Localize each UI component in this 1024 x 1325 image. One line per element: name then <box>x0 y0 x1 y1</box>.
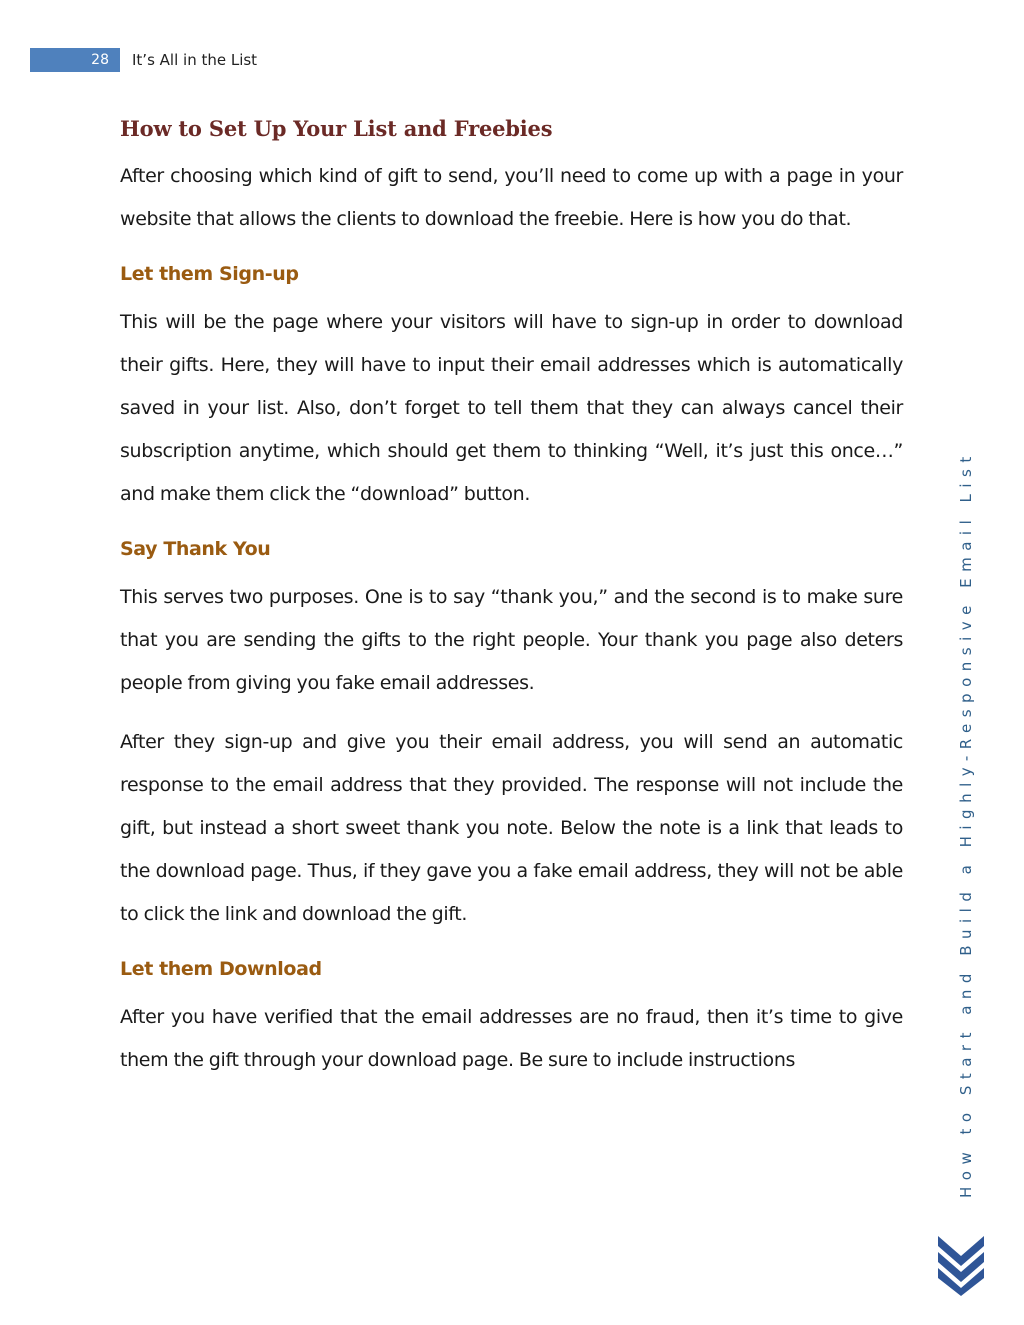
thank-you-paragraph-2: After they sign-up and give you their email address, you will send an automatic response to the email address that they provided. The response will not include the gift, but instead a short sweet thank you note. Below the note is a link that leads to the download page. Thus, if they gave you a fake email address, they will not be able to click the link and download the gift. <box>120 731 903 925</box>
heading-say-thank-you: Say Thank You <box>120 538 271 560</box>
heading-let-them-download: Let them Download <box>120 958 322 980</box>
thank-you-paragraph-1: This serves two purposes. One is to say “thank you,” and the second is to make sure that you are sending the gifts to the right people. Your thank you page also deters people from giving you fake email addresses. <box>120 586 903 694</box>
download-paragraph: After you have verified that the email addresses are no fraud, then it’s time to give them the gift through your download page. Be sure to include instructions <box>120 1006 903 1071</box>
page-content <box>120 116 903 1082</box>
sign-up-paragraph: This will be the page where your visitors will have to sign-up in order to download their gifts. Here, they will have to input their email addresses which is automatically saved in your list. Also, don’t forget to tell them that they can always cancel their subscription anytime, which should get them to thinking “Well, it’s just this once…” and make them click the “download” button. <box>120 311 903 505</box>
intro-paragraph: After choosing which kind of gift to send, you’ll need to come up with a page in your website that allows the clients to download the freebie. Here is how you do that. <box>120 165 903 230</box>
heading-let-them-sign-up: Let them Sign-up <box>120 263 299 285</box>
page-header <box>30 48 257 72</box>
page-number: 28 <box>30 48 120 72</box>
double-chevron-down-icon[interactable] <box>936 1232 986 1296</box>
vertical-book-title: How to Start and Build a Highly-Responsive Email List <box>957 450 975 1198</box>
chapter-title: It’s All in the List <box>132 51 258 69</box>
section-title: How to Set Up Your List and Freebies <box>120 116 553 141</box>
